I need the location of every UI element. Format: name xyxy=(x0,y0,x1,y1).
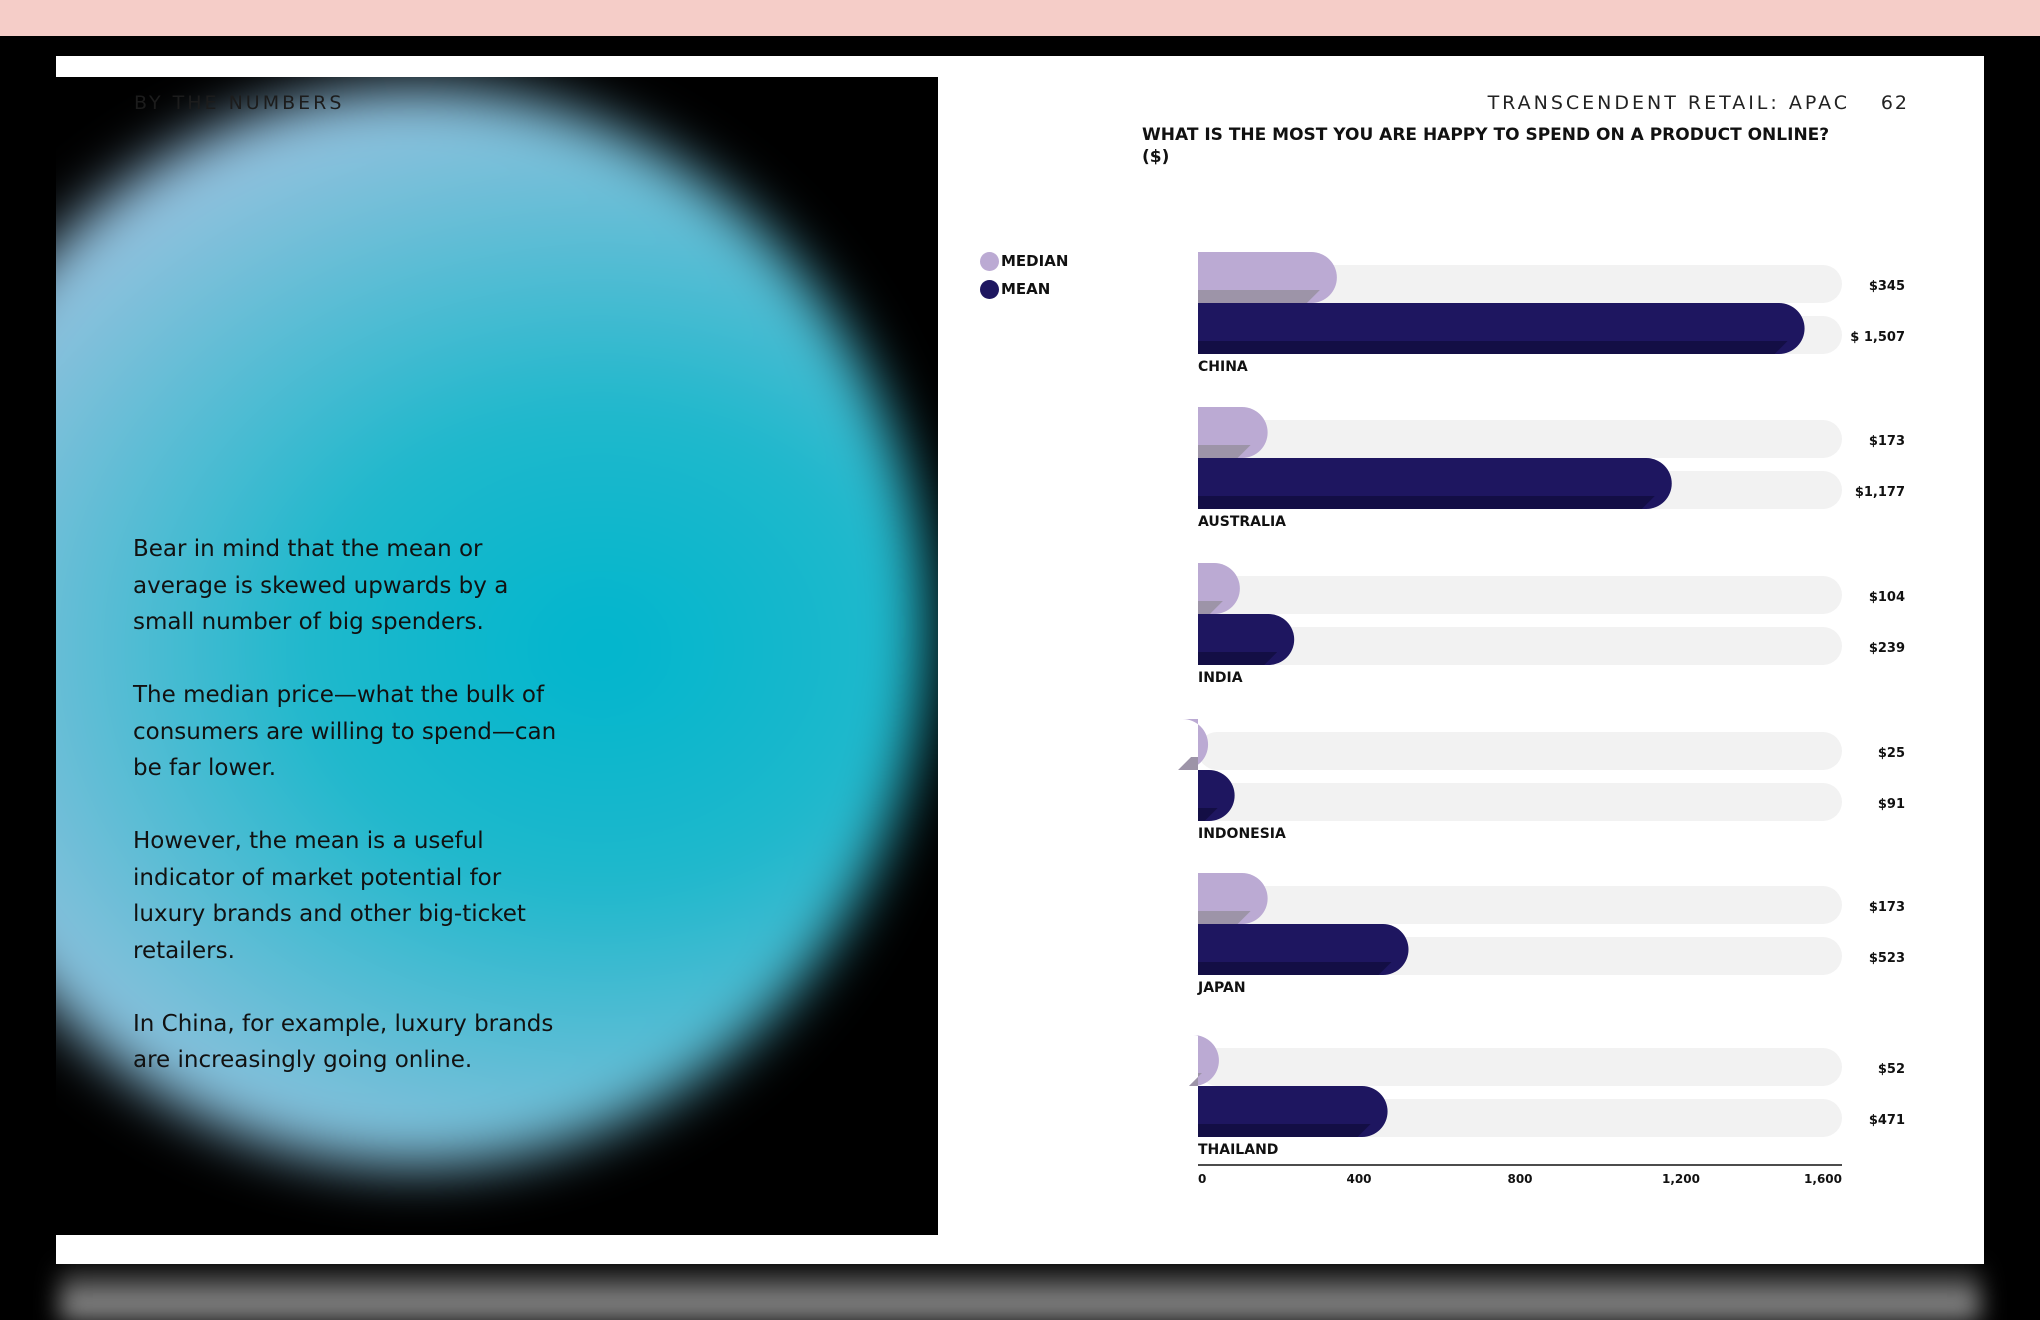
body-paragraph: The median price—what the bulk of consumers are willing to spend—can be far lower. xyxy=(133,682,557,781)
data-label-median: $173 xyxy=(1868,900,1905,915)
bar-median-shade xyxy=(1198,290,1320,303)
data-label-mean: $239 xyxy=(1868,641,1905,656)
bar-mean-shade xyxy=(1198,652,1277,665)
bar-mean-shade xyxy=(1198,1124,1371,1137)
category-label: CHINA xyxy=(1198,359,1248,375)
category-label: AUSTRALIA xyxy=(1198,514,1286,530)
data-label-median: $345 xyxy=(1868,279,1905,294)
data-label-median: $173 xyxy=(1868,434,1905,449)
category-label: JAPAN xyxy=(1198,980,1246,996)
x-tick-label: 0 xyxy=(1198,1172,1207,1186)
track-mean xyxy=(1198,783,1842,821)
track-median xyxy=(1198,732,1842,770)
data-label-median: $52 xyxy=(1877,1062,1905,1077)
track-median xyxy=(1198,576,1842,614)
x-tick-label: 400 xyxy=(1346,1172,1372,1186)
section-label: BY THE NUMBERS xyxy=(134,92,345,114)
bar-mean-shade xyxy=(1198,496,1655,509)
legend-label-mean: MEAN xyxy=(1001,280,1051,298)
data-label-median: $25 xyxy=(1877,746,1905,761)
data-label-median: $104 xyxy=(1868,590,1905,605)
track-mean xyxy=(1198,627,1842,665)
bar-mean-shade xyxy=(1198,341,1788,354)
x-tick-label: 1,200 xyxy=(1662,1172,1700,1186)
body-paragraph: However, the mean is a useful indicator of market potential for luxury brands and other big-ticket retailers. xyxy=(133,828,526,964)
data-label-mean: $1,177 xyxy=(1854,485,1905,500)
report-title: TRANSCENDENT RETAIL: APAC xyxy=(1487,92,1850,114)
body-paragraph: Bear in mind that the mean or average is skewed upwards by a small number of big spenders. xyxy=(133,536,509,635)
data-label-mean: $523 xyxy=(1868,951,1905,966)
bar-mean-shade xyxy=(1198,962,1392,975)
chart-title: WHAT IS THE MOST YOU ARE HAPPY TO SPEND ON A PRODUCT ONLINE? ($) xyxy=(1142,125,1830,167)
body-paragraph: In China, for example, luxury brands are increasingly going online. xyxy=(133,1010,554,1073)
track-median xyxy=(1198,420,1842,458)
track-median xyxy=(1198,886,1842,924)
category-label: THAILAND xyxy=(1198,1142,1279,1158)
data-label-mean: $ 1,507 xyxy=(1850,330,1905,345)
x-tick-label: 800 xyxy=(1507,1172,1533,1186)
data-label-mean: $471 xyxy=(1868,1113,1905,1128)
track-median xyxy=(1198,1048,1842,1086)
page-number: 62 xyxy=(1880,92,1909,114)
x-tick-label: 1,600 xyxy=(1804,1172,1842,1186)
category-label: INDIA xyxy=(1198,670,1243,686)
category-label: INDONESIA xyxy=(1198,826,1286,842)
data-label-mean: $91 xyxy=(1877,797,1905,812)
legend-label-median: MEDIAN xyxy=(1001,252,1069,270)
bar-median-shade xyxy=(1178,757,1198,770)
